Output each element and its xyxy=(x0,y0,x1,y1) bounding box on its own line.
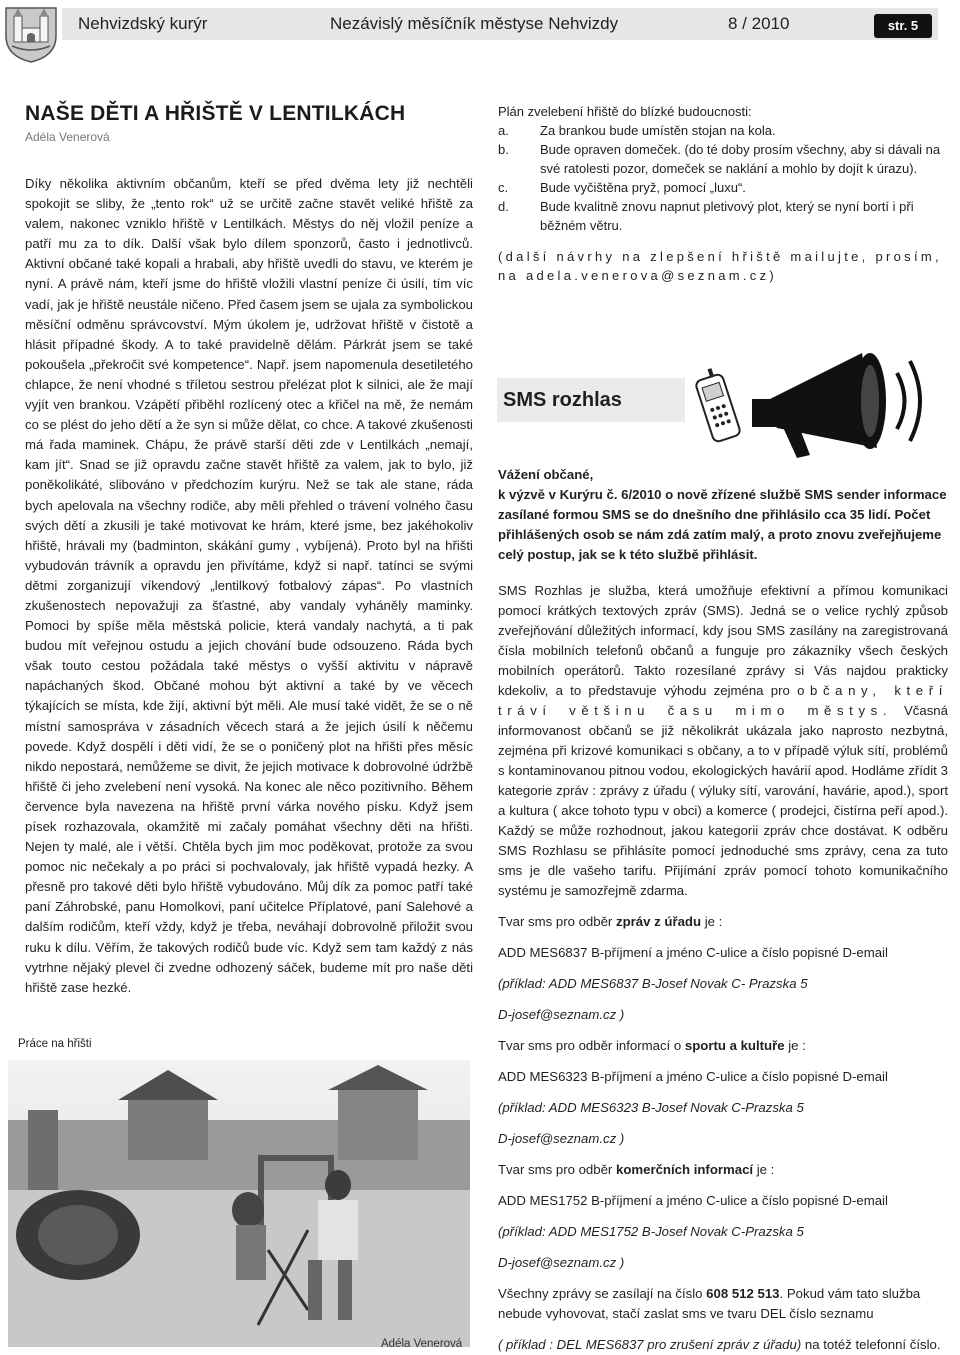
plan-item-marker: a. xyxy=(498,123,509,138)
megaphone-icon xyxy=(742,333,942,469)
category-label xyxy=(498,1160,948,1180)
sms-category-urad xyxy=(498,912,948,1025)
category-format: ADD MES6837 B-příjmení a jméno C-ulice a číslo popisné D-email xyxy=(498,945,888,960)
plan-item-marker: c. xyxy=(498,180,509,195)
category-label xyxy=(498,1036,948,1056)
category-label-suffix: je : xyxy=(784,1038,806,1053)
article-column xyxy=(25,90,473,998)
category-label xyxy=(498,912,948,932)
publication-name: Nehvizdský kurýr xyxy=(78,14,208,33)
plan-note: (další návrhy na zlepšení hřiště mailujte, prosím, na adela.venerova@seznam.cz) xyxy=(498,249,942,283)
category-label-bold: zpráv z úřadu xyxy=(616,914,702,929)
sms-cancel-info xyxy=(498,1335,948,1355)
category-label-suffix: je : xyxy=(753,1162,775,1177)
send-number: 608 512 513 xyxy=(706,1286,780,1301)
plan-item xyxy=(498,197,958,235)
sms-description xyxy=(498,581,948,901)
photo-caption: Práce na hřišti xyxy=(18,1038,92,1050)
category-example-email: D-josef@seznam.cz ) xyxy=(498,1007,625,1022)
plan-item-text: Bude kvalitně znovu napnut pletivový plot, který se nyní bortí i při běžném větru. xyxy=(540,199,914,233)
sms-description-spaced: občany, kteří tráví většinu času mimo městys. xyxy=(498,683,948,718)
sms-intro: k výzvě v Kurýru č. 6/2010 o nově zřízené službě SMS sender informace zasílané formou SMS se do dnešního dne přihlásilo cca 35 lidí. Počet přihlášených osob se nám zdá zatím malý, a proto znovu zveřejňujeme celý postup, jak se k této službě přihlásit. xyxy=(498,487,947,562)
town-crest-icon xyxy=(2,2,60,64)
mobile-phone-icon xyxy=(690,368,746,448)
category-example: (příklad: ADD MES6837 B-Josef Novak C- Prazska 5 xyxy=(498,976,808,991)
category-example-email: D-josef@seznam.cz ) xyxy=(498,1255,625,1270)
sms-section-body xyxy=(498,465,948,1355)
category-example: (příklad: ADD MES6323 B-Josef Novak C-Prazska 5 xyxy=(498,1100,804,1115)
category-label-prefix: Tvar sms pro odběr informací o xyxy=(498,1038,682,1053)
plan-item xyxy=(498,178,958,197)
plan-list xyxy=(498,121,958,235)
photo-credit: Adéla Venerová xyxy=(381,1338,463,1350)
sms-description-part1: SMS Rozhlas je služba, která umožňuje efektivní a přímou komunikaci pomocí krátkých textových zpráv (SMS). Jedná se o velice rychlý způsob zveřejňování důležitých informací, kdy jsou SMS zasílány na zaregistrovaná čísla mobilních telefonů občanů a funguje pro zákazníky všech českých mobilních operátorů. Takto rozesílané zprávy si Vás najdou prakticky kdekoliv, a to představuje výhodu zejména pro xyxy=(498,583,948,698)
article-author: Adéla Venerová xyxy=(25,130,110,144)
header-bar xyxy=(62,8,938,40)
article-title: NAŠE DĚTI A HŘIŠTĚ V LENTILKÁCH xyxy=(25,102,406,125)
sms-greeting: Vážení občané, xyxy=(498,467,594,482)
category-format: ADD MES6323 B-příjmení a jméno C-ulice a číslo popisné D-email xyxy=(498,1069,888,1084)
plan-heading: Plán zvelebení hřiště do blízké budoucnosti: xyxy=(498,104,752,119)
plan-item-text: Za brankou bude umístěn stojan na kola. xyxy=(540,123,776,138)
category-format: ADD MES1752 B-příjmení a jméno C-ulice a číslo popisné D-email xyxy=(498,1193,888,1208)
sms-send-info xyxy=(498,1284,948,1324)
plan-item xyxy=(498,140,958,178)
page-number-badge: str. 5 xyxy=(874,14,932,38)
article-body: Díky několika aktivním občanům, kteří se před dvěma lety již nechtěli spokojit se sliby, že „tento rok“ už se určitě začne stavět veliké hřiště za valem, nakonec vzniklo hřiště v Lentilkách. Městys do něj vložil peníze a patří mu za to dík. Další však bylo dílem sponzorů, často i jednotlivců. Aktivní občané také kopali a hrabali, aby hřiště uvedli do stavu, ve kterém je nyní. A právě nám, kteří jsme do hřiště vložili vlastní peníze či úsilí, tím víc vadí, jak je hřiště neustále ničeno. Před časem jsem se ujala za symbolickou měsíční odměnu správcovství. Mým úkolem je, udržovat hřiště v čistotě a hlásit případné škody. A to také pravidelně dělám. Párkrát jsem se také pokoušela „překročit své kompetence“. Např. jsem napomenula desetiletého chlapce, že není vhodné s tříletou sestrou přelézat plot k silnici, ale že mají vyjít ven brankou. Vzápětí přiběhl rozlícený otec a křičel na mě, že nemám co se plést do jeho dětí a že syn si může dělat, co chce. A takové zkušenosti má řada maminek. Chápu, že právě starší děti zde v Lentilkách „nemají, kam jít“. Snad se již opravdu začne stavět hřiště za valem, jak to bylo, již poněkolikáté, slibováno v předchozím kurýru. Než se tak ale stane, ráda bych apelovala na všechny rodiče, aby měli přehled o trávení volného času svých dětí a zkusili je také motivovat ke hrám, které jsme, bez jakéhokoliv hřiště, hrávali my (badminton, skákání gumy , vybíjená). Proto byl na hřišti vybudován trávník a opravdu jen přivítáme, když si např. tatínci se svými dětmi zorganizují víkendový „lentilkový fotbalový zápas“. Po vlastních zkušenostech nepovažuji za šťastné, aby vandaly vyháněly maminky. Pomoci by spíše měla městská policie, která vandaly nachytá, a ti pak budou mít veřejnou ostudu a jejich chování bude odsouzeno. Ráda bych však touto cestou požádala také městys o vyšší aktivitu v nápravě napáchaných škod. Občané mohou být aktivní a také by ve věcech týkajících se místa, kde žijí, aktivní být měli. Ale musí také vidět, že se o ně místní samospráva v zásadních věcech stará a že jejich úsilí k něčemu povede. Když dospělí i děti vidí, že se o poničený plot na hřišti přes měsíc nikdo nepostará, nemůžeme se divit, že jejich motivace k dobrovolné údržbě hřiště či jeho zvelebení není vysoká. Na konec ale něco pozitivního. Během července byla navezena na hřiště první várka nového písku. Když jsem písek rozhazovala, okamžitě mi začaly pomáhat všechny děti na hřišti. Nejen ty malé, ale i větší. Chtěla bych jim moc poděkovat, protože za svou pomoc nic nečekaly a po práci si pochvalovaly, jak hřiště vypadá hezky. A přesně pro takové děti bylo hřiště vybudováno. Můj dík za pomoc patří také paní Záhrobské, panu Homolkovi, paní učitelce Příplatové, paní Salehové a dalším rodičům, kteří vždy, když je třeba, neváhají dobrovolně přiložit svou ruku k dílu. Věřím, že takových rodičů bude víc. Když sem tam každý z nás vytrhne nějaký plevel či zvedne odhozený sáček, budeme mít pro naše děti hřiště zase hezké. xyxy=(25,176,473,995)
page-header xyxy=(0,0,960,66)
playground-photo xyxy=(8,1060,470,1347)
plan-item-text: Bude vyčištěna pryž, pomocí „luxu“. xyxy=(540,180,746,195)
category-example: (příklad: ADD MES1752 B-Josef Novak C-Prazska 5 xyxy=(498,1224,804,1239)
sms-section-title: SMS rozhlas xyxy=(497,378,685,422)
plan-item-text: Bude opraven domeček. (do té doby prosím všechny, aby si dávali na své ratolesti pozor, domeček se naklání a mohlo by dojít k úrazu). xyxy=(540,142,941,176)
plan-item-marker: b. xyxy=(498,142,509,157)
send-info-prefix: Všechny zprávy se zasílají na číslo xyxy=(498,1286,703,1301)
cancel-suffix: na totéž telefonní číslo. xyxy=(801,1337,941,1352)
issue-number: 8 / 2010 xyxy=(728,14,790,33)
cancel-example: ( příklad : DEL MES6837 pro zrušení zpráv z úřadu) xyxy=(498,1337,802,1352)
category-label-prefix: Tvar sms pro odběr xyxy=(498,1162,613,1177)
plan-section xyxy=(498,102,958,285)
category-label-prefix: Tvar sms pro odběr xyxy=(498,914,613,929)
send-info-suffix: . Pokud vám tato služba nebude vyhovovat, stačí zaslat sms ve tvaru DEL číslo seznamu xyxy=(498,1286,921,1321)
sms-description-part2: Včasná informovanost občanů se již několikrát ukázala jako naprosto nezbytná, zejména při krizové komunikaci s občany, a to v případě výluk sítí, problémů s kontaminovanou pitnou vodou, ekologických havárií apod. Hodláme zřídit 3 kategorie zpráv : zprávy z úřadu ( výluky sítí, varování, havárie, apod.), sport a kultura ( akce tohoto typu v obci) a komerce ( prodejci, čistírna peří apod.). Každý se může rozhodnout, jakou kategorii zpráv chce dostávat. K odběru SMS Rozhlasu se přihlásíte pomocí jednoduché sms zprávy, cena za tuto sms je dle vašeho tarifu. Přijímání zpráv pomocí tohoto komunikačního systému je samozřejmě zdarma. xyxy=(498,703,948,898)
sms-category-komerce xyxy=(498,1160,948,1273)
category-example-email: D-josef@seznam.cz ) xyxy=(498,1131,625,1146)
category-label-bold: sportu a kultuře xyxy=(684,1038,785,1053)
plan-item-marker: d. xyxy=(498,199,509,214)
category-label-suffix: je : xyxy=(701,914,723,929)
category-label-bold: komerčních informací xyxy=(616,1162,754,1177)
publication-tagline: Nezávislý měsíčník městyse Nehvizdy xyxy=(330,14,619,33)
plan-item xyxy=(498,121,958,140)
sms-category-sport xyxy=(498,1036,948,1149)
